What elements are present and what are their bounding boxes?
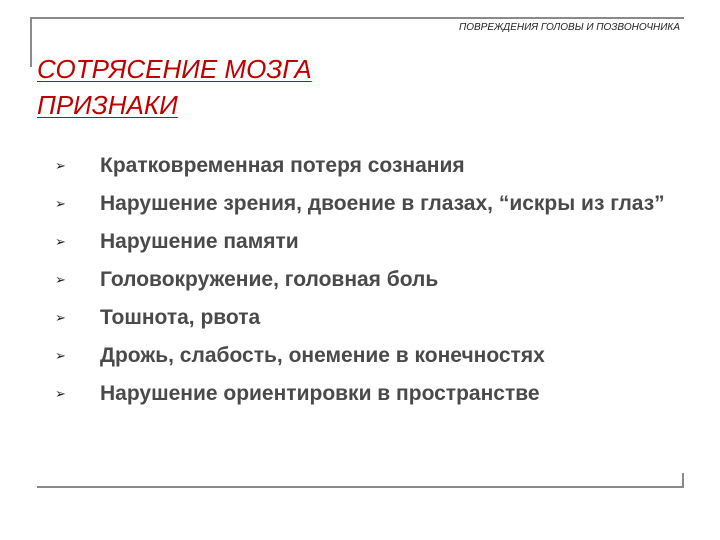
arrowhead-bullet-icon: ➢ bbox=[55, 272, 66, 287]
footer-rule bbox=[37, 486, 684, 488]
list-item bbox=[55, 226, 695, 257]
list-item-text: Тошнота, рвота bbox=[100, 306, 261, 329]
list-item bbox=[55, 188, 695, 219]
header-frame-top-line bbox=[30, 17, 684, 19]
list-item-text: Дрожь, слабость, онемение в конечностях bbox=[100, 344, 545, 367]
arrowhead-bullet-icon: ➢ bbox=[55, 234, 66, 249]
list-item bbox=[55, 150, 695, 181]
arrowhead-bullet-icon: ➢ bbox=[55, 158, 66, 173]
arrowhead-bullet-icon: ➢ bbox=[55, 348, 66, 363]
arrowhead-bullet-icon: ➢ bbox=[55, 386, 66, 401]
symptom-list bbox=[55, 150, 695, 416]
list-item bbox=[55, 378, 695, 409]
list-item-text: Нарушение памяти bbox=[100, 230, 299, 253]
arrowhead-bullet-icon: ➢ bbox=[55, 196, 66, 211]
list-item-text: Нарушение зрения, двоение в глазах, “искры из глаз” bbox=[100, 192, 665, 215]
list-item-text: Кратковременная потеря сознания bbox=[100, 154, 465, 177]
slide-subtitle: ПРИЗНАКИ bbox=[37, 90, 178, 120]
section-header: ПОВРЕЖДЕНИЯ ГОЛОВЫ И ПОЗВОНОЧНИКА bbox=[458, 22, 680, 33]
list-item bbox=[55, 264, 695, 295]
header-frame-left-line bbox=[30, 17, 32, 67]
list-item bbox=[55, 340, 695, 371]
list-item bbox=[55, 302, 695, 333]
list-item-text: Головокружение, головная боль bbox=[100, 268, 439, 291]
footer-rule-tick bbox=[682, 473, 684, 487]
list-item-text: Нарушение ориентировки в пространстве bbox=[100, 382, 540, 405]
arrowhead-bullet-icon: ➢ bbox=[55, 310, 66, 325]
slide-title: СОТРЯСЕНИЕ МОЗГА bbox=[37, 54, 312, 84]
